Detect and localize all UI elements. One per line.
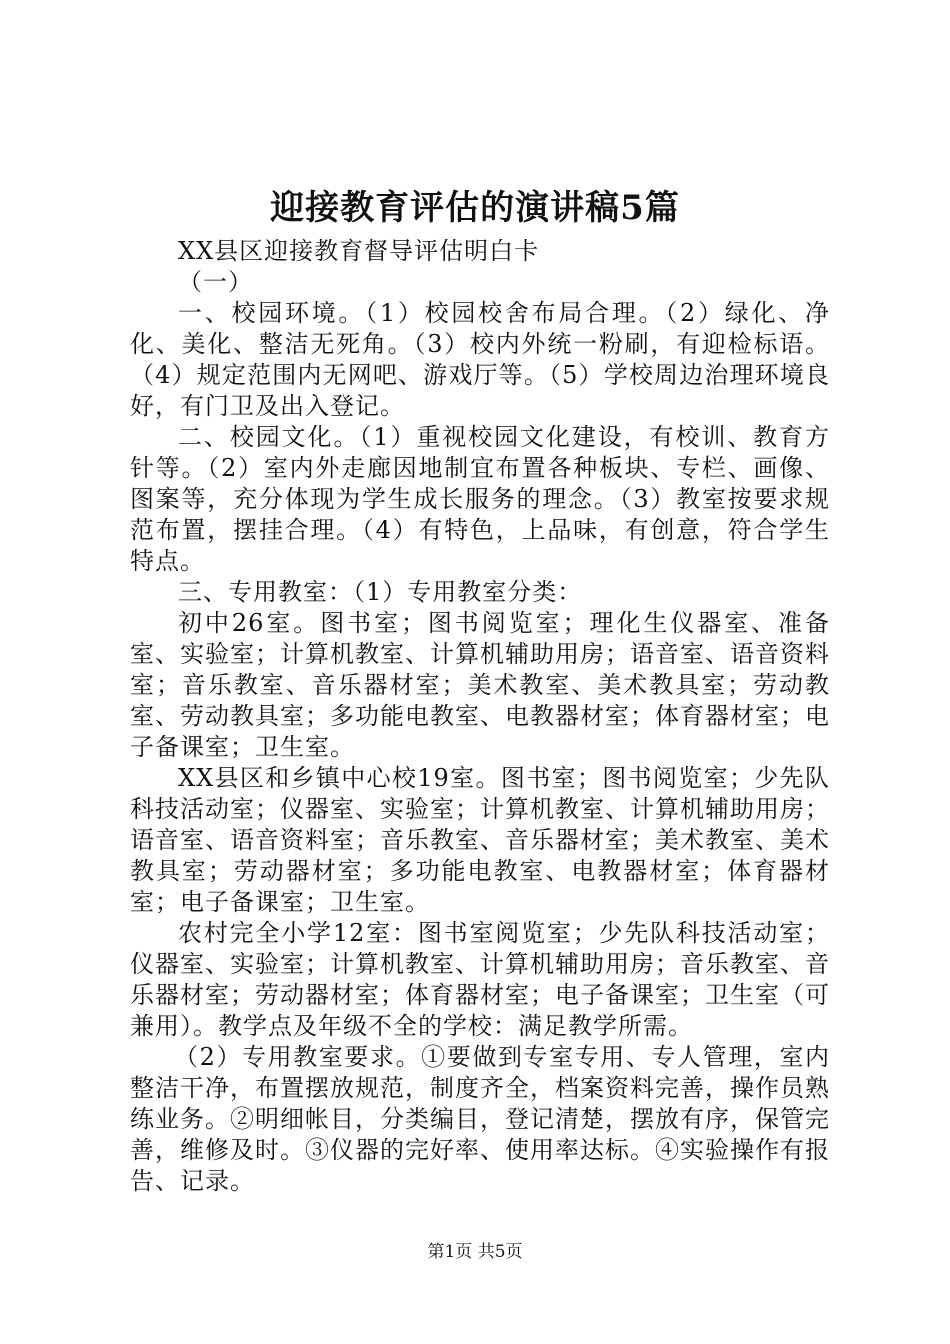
paragraph-section-marker: （一）: [178, 268, 253, 296]
paragraph-rural-primary: 农村完全小学12室：图书室阅览室；少先队科技活动室；仪器室、实验室；计算机教室、计算机辅助用房；音乐教室、音乐器材室；劳动器材室；体育器材室；电子备课室；卫生室（可兼用）。教学点及年级不全的学校：满足教学所需。: [130, 919, 830, 1040]
page-footer: 第1页 共5页: [427, 1242, 523, 1262]
paragraph-junior-high: 初中26室。图书室；图书阅览室；理化生仪器室、准备室、实验室；计算机教室、计算机辅助用房；语音室、语音资料室；音乐教室、音乐器材室；美术教室、美术教具室；劳动教室、劳动教具室；多功能电教室、电教器材室；体育器材室；电子备课室；卫生室。: [130, 609, 830, 761]
paragraph-central-school: XX县区和乡镇中心校19室。图书室；图书阅览室；少先队科技活动室；仪器室、实验室；计算机教室、计算机辅助用房；语音室、语音资料室；音乐教室、音乐器材室；美术教室、美术教具室；劳动器材室；多功能电教室、电教器材室；体育器材室；电子备课室；卫生室。: [130, 764, 830, 916]
paragraph-special-classrooms: 三、专用教室：（1）专用教室分类：: [178, 578, 583, 606]
document-body: [130, 236, 830, 1197]
document-title: 迎接教育评估的演讲稿5篇: [270, 188, 680, 228]
paragraph-classroom-requirements: （2）专用教室要求。①要做到专室专用、专人管理，室内整洁干净，布置摆放规范，制度齐全，档案资料完善，操作员熟练业务。②明细帐目，分类编目，登记清楚，摆放有序，保管完善，维修及时。③仪器的完好率、使用率达标。④实验操作有报告、记录。: [130, 1043, 830, 1195]
paragraph-heading: XX县区迎接教育督导评估明白卡: [178, 237, 540, 265]
paragraph-campus-environment: 一、校园环境。（1）校园校舍布局合理。（2）绿化、净化、美化、整洁无死角。（3）校内外统一粉刷，有迎检标语。（4）规定范围内无网吧、游戏厅等。（5）学校周边治理环境良好，有门卫及出入登记。: [130, 299, 830, 420]
paragraph-campus-culture: 二、校园文化。（1）重视校园文化建设，有校训、教育方针等。（2）室内外走廊因地制宜布置各种板块、专栏、画像、图案等，充分体现为学生成长服务的理念。（3）教室按要求规范布置，摆挂合理。（4）有特色，上品味，有创意，符合学生特点。: [130, 423, 830, 575]
